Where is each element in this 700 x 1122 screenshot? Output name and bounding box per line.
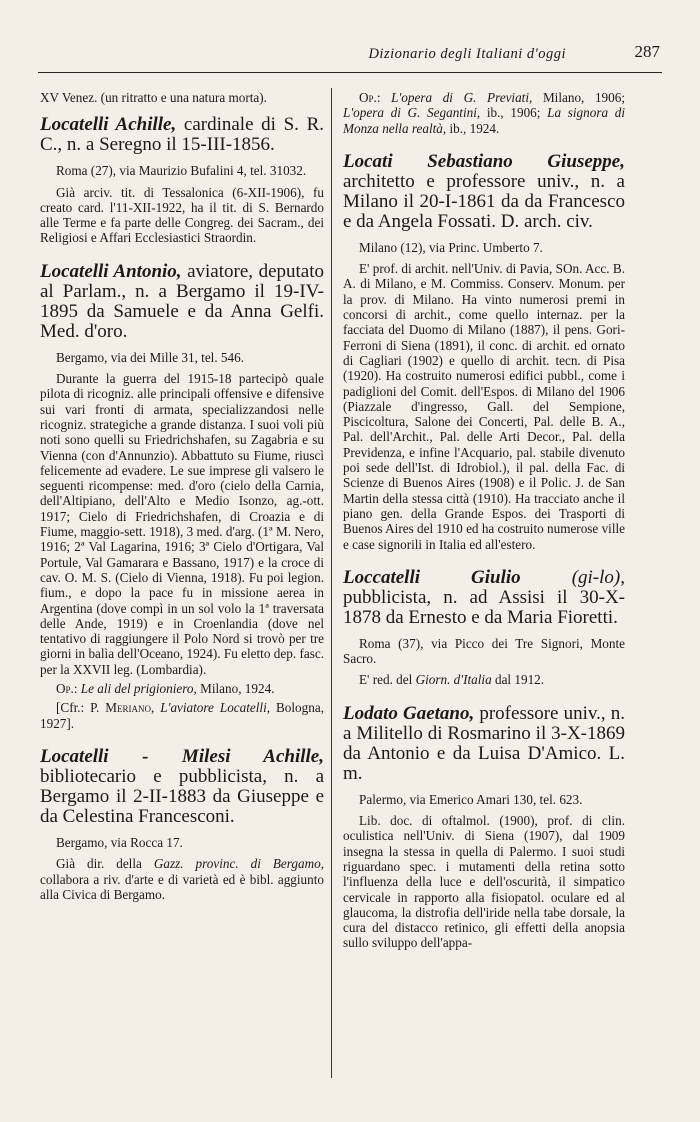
entry-name: Locatelli Achille,: [40, 114, 177, 136]
column-divider: [331, 88, 332, 1078]
entry-body: E' prof. di archit. nell'Univ. di Pavia, SOn. Acc. B. A. di Milano, e M. Commiss. Conserv. Monum. per la prov. di Milano. Ha vinto numerosi premi in concorsi di archit., come quello internaz. per la facciata del Duomo di Milano (1887), il pens. Gori-Ferroni di Siena (1891), il conc. di archit. ed ornato di Cagliari (1902) e quello di archit. tecn. di Pisa (1920). Ha costruito numerosi edifici pubbl., come i padiglioni del Comit. dell'Espos. di Milano del 1906 (Piazzale d'ingresso, Gall. del Sempione, Piscicoltura, Salone dei Concerti, Pal. delle B. A., Pal. dell'Archit., Pal. delle Arti Decor., Pal. della Previdenza, e infine l'Acquario, pal. stabile divenuto poi sede dell'Ist. di Idrobiol.), il pal. della Fac. di Scienze di Buenos Aires (1908) e il Polic. J. de San Martin della stessa città (1910). Ha tracciato anche il piano gen. della Grande Espos. dei Trasporti di Buenos Aires del 1910 ed ha costruito numerose ville e case signorili in Italia ed all'estero.: [343, 261, 626, 552]
body-prefix: E' red. del: [359, 672, 416, 688]
entry-address: Roma (27), via Maurizio Bufalini 4, tel. 31032.: [56, 163, 307, 179]
entry-heading: [343, 704, 625, 784]
entry-loccatelli-giulio: [343, 568, 625, 688]
entry-heading: [40, 262, 324, 342]
entry-heading-text: aviatore, deputato al Parlam., n. a Bergamo il 19-IV-1895 da Samuele e da Anna Gelfi. Med. d'oro.: [40, 260, 324, 342]
entry-address: Bergamo, via dei Mille 31, tel. 546.: [56, 349, 245, 365]
entry-name: Loccatelli Giulio: [343, 566, 521, 588]
works-rest: Milano, 1906;: [532, 90, 625, 105]
entry-heading: [343, 568, 625, 628]
entry-address: Milano (12), via Princ. Umberto 7.: [359, 239, 543, 255]
entry-address: Roma (37), via Picco dei Tre Signori, Monte Sacro.: [343, 635, 625, 667]
entry-body: [343, 672, 625, 687]
entry-body: Già arciv. tit. di Tessalonica (6-XII-1906), fu creato card. l'11-XII-1922, ha il tit. di S. Bernardo alle Terme e fa parte delle Congreg. dei Sacram., dei Religiosi e Affari Ecclesiastici Straordin.: [40, 184, 324, 246]
entry-heading-text: cardinale di S. R. C., n. a Seregno il 15-III-1856.: [40, 114, 324, 156]
cite-rest: Bologna, 1927].: [40, 700, 324, 731]
works-rest: ib., 1924.: [446, 120, 500, 136]
right-column: [343, 90, 625, 951]
entry-address: Bergamo, via Rocca 17.: [56, 834, 183, 850]
page-number: 287: [634, 42, 660, 61]
page-header: [38, 40, 662, 70]
body-italic: Gazz. provinc. di Bergamo,: [153, 856, 324, 872]
entry-locatelli-achille: [40, 115, 324, 245]
entry-heading-text: pubblicista, n. ad Assisi il 30-X-1878 da Ernesto e da Maria Fioretti.: [343, 586, 625, 628]
entry-lodato-gaetano: [343, 704, 625, 951]
works-title: La signora di Monza nella realtà,: [343, 105, 625, 136]
entry-body: Durante la guerra del 1915-18 partecipò quale pilota di ricogniz. alle principali offensive e difensive sui vari fronti di armata, specializzandosi nelle ricogniz. strategiche a grande distanza. I suoi voli più noti sono quelli su Friedrichshafen, su Zagabria e su Vienna (con d'Annunzio). Abbattuto su Fiume, riuscì felicemente ad evadere. Le sue imprese gli valsero le seguenti ricompense: med. d'oro (cielo della Carnia, dell'Altipiano, dell'Alto e Medio Isonzo, ag.-ott. 1917; Cielo di Friedrichshafen, di Croazia e di Fiume, maggio-sett. 1918), 3 med. d'arg. (1ª M. Nero, 1916; 2ª Val Lagarina, 1916; 3ª Cielo d'Ortigara, Val Portule, Val Gamarara e Bassano, 1917) e la croce di cav. O. M. S. (Cielo di Vienna, 1918). Fu poi legion. fium., e dopo la pace fu in missione aerea in Argentina (dove compì in un sol volo la 1ª traversata delle Ande, 1919) e in Croenlandia (dove nel tentativo di raggiungere il Polo Nord si trovò per tre giorni in balìa dell'Oceano, 1924). Fu eletto dep. fasc. per la XXVII leg. (Lombardia).: [40, 371, 324, 677]
works-label: Op.:: [56, 681, 78, 697]
entry-heading: [40, 747, 324, 827]
entry-heading: [343, 152, 625, 232]
entry-locati-sebastiano-giuseppe: [343, 152, 625, 552]
entry-heading-text: architetto e professore univ., n. a Milano il 20-I-1861 da da Francesco e da Angela Fossati. D. arch. civ.: [343, 170, 625, 232]
cite-prefix: [Cfr.: P.: [56, 700, 106, 716]
entry-citation: [40, 700, 324, 731]
cite-title: L'aviatore Locatelli,: [154, 700, 271, 716]
body-rest: collabora a riv. d'arte e di varietà ed è bibl. aggiunto alla Civica di Bergamo.: [40, 871, 324, 902]
entry-name: Locati Sebastiano Giuseppe,: [343, 150, 625, 172]
entry-name: Lodato Gaetano,: [343, 702, 475, 724]
entry-heading-text: bibliotecario e pubblicista, n. a Bergamo il 2-II-1883 da Giuseppe e da Celestina Francesconi.: [40, 765, 324, 827]
entry-body: Lib. doc. di oftalmol. (1900), prof. di clin. oculistica nell'Univ. di Siena (1907), dal 1909 insegna la stessa in quella di Palermo. I suoi studi riguardano spec. i mutamenti della retina sotto l'influenza della luce e dell'oscurità, il simpatico cervicale in rapporto alla fisiopatol. oculare ed al glaucoma, la distrofia dell'iride nella tabe dorsale, la cura del distacco retinico, gli effetti della anopsia sullo sviluppo dell'appa-: [343, 813, 625, 951]
cite-author: Meriano,: [105, 700, 155, 716]
body-rest: dal 1912.: [491, 672, 545, 688]
running-title: Dizionario degli Italiani d'oggi: [368, 46, 566, 62]
body-italic: Giorn. d'Italia: [415, 672, 492, 688]
works-title: L'opera di G. Previati,: [391, 90, 533, 105]
continuation-text: XV Venez. (un ritratto e una natura morta).: [40, 90, 267, 105]
continuation-works: [343, 90, 625, 136]
header-rule: [38, 72, 662, 73]
entry-locatelli-milesi-achille: [40, 747, 324, 902]
entry-pronunciation: (gi-lo),: [520, 566, 625, 588]
entry-name: Locatelli Antonio,: [40, 260, 182, 282]
left-column: [40, 90, 324, 902]
entry-body: [40, 856, 324, 902]
entry-locatelli-antonio: [40, 262, 324, 731]
body-prefix: Già dir. della: [56, 856, 154, 872]
entry-name: Locatelli - Milesi Achille,: [40, 745, 324, 767]
entry-heading: [40, 115, 324, 155]
works-rest: Milano, 1924.: [196, 681, 275, 697]
entry-address: Palermo, via Emerico Amari 130, tel. 623.: [359, 791, 583, 807]
works-rest: ib., 1906;: [480, 105, 548, 121]
works-title: Le ali del prigioniero,: [80, 681, 197, 697]
entry-works: [40, 681, 324, 696]
works-label: Op.:: [359, 90, 381, 105]
entry-heading-text: professore univ., n. a Militello di Rosmarino il 3-X-1869 da Antonio e da Luisa D'Amico. L. m.: [343, 702, 625, 784]
works-title: L'opera di G. Segantini,: [343, 105, 481, 121]
